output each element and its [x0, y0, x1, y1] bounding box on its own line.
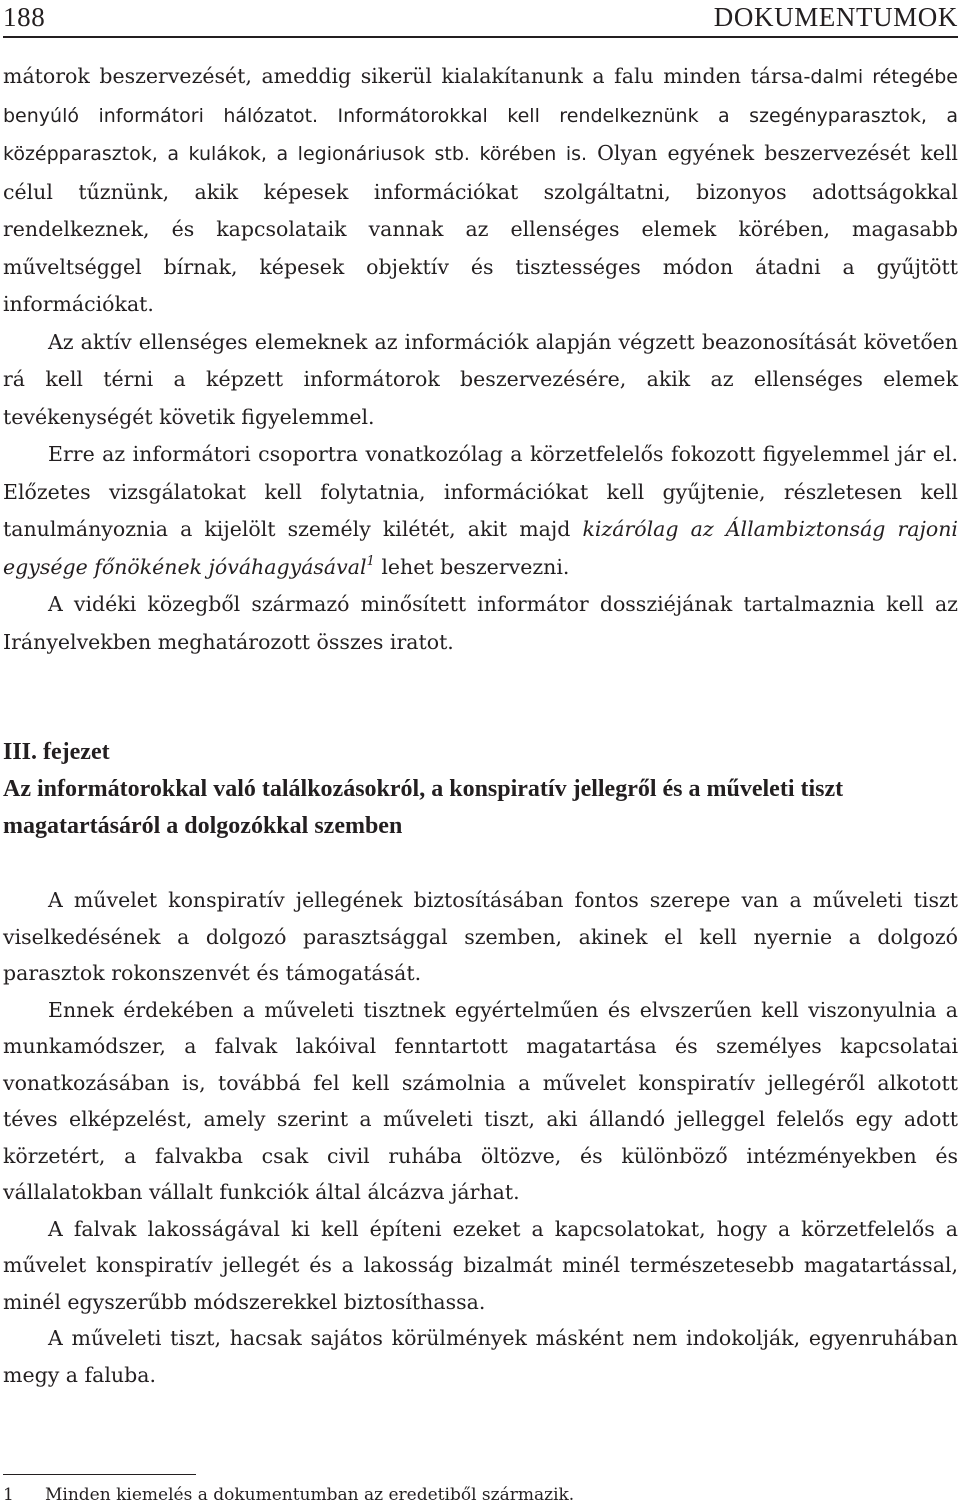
section-2-paragraph-4: A műveleti tiszt, hacsak sajátos körülmények másként nem indokolják, egyenruhában megy a faluba. [3, 1326, 958, 1387]
section-2-paragraph-2: Ennek érdekében a műveleti tisztnek egyértelműen és elvszerűen kell viszonyulnia a munkamódszer, a falvak lakóival fenntartott magatartása és személyes kapcsolatai vonatkozásában is, továbbá fel kell számolnia a művelet konspiratív jellegéről alkotott téves elképzelést, amely szerint a műveleti tiszt, aki állandó jelleggel felelős egy adott körzetért, a falvakba csak civil ruhába öltözve, és különböző intézményekben és vállalatokban vállalt funkciók által álcázva járhat. [3, 997, 958, 1204]
paragraph-1 [3, 58, 958, 324]
paragraph-1-serif-a: mátorok beszervezését, ameddig sikerül kialakítanunk a falu minden társa- [3, 64, 811, 88]
page-number: 188 [3, 2, 46, 32]
chapter-heading [3, 734, 958, 845]
document-page [3, 0, 958, 1510]
paragraph-3-text-a: Erre az informátori csoportra vonatkozólag a körzetfelelős fokozott figyelemmel jár el. Előzetes vizsgálatokat kell folytatnia, információkat kell gyűjtenie, részletesen kell tanulmányoznia a kijelölt személy kilétét, akit majd [3, 442, 958, 541]
footnote-text: Minden kiemelés a dokumentumban az eredetiből származik. [45, 1485, 575, 1505]
chapter-title: Az informátorokkal való találkozásokról, a konspiratív jellegről és a műveleti tiszt magatartásáról a dolgozókkal szemben [3, 776, 844, 839]
body-text-section-1 [3, 58, 958, 661]
paragraph-1-sans: dalmi rétegébe benyúló informátori hálózatot. Informátorokkal kell rendelkeznünk a szegényparasztok, a középparasztok, a kulákok, a legionáriusok stb. körében is. [3, 66, 958, 165]
running-header [3, 0, 958, 38]
section-2-paragraph-1: A művelet konspiratív jellegének biztosításában fontos szerepe van a műveleti tiszt viselkedésének a dolgozó parasztsággal szemben, akinek el kell nyernie a dolgozó parasztok rokonszenvét és támogatását. [3, 888, 958, 985]
chapter-number: III. fejezet [3, 739, 110, 765]
paragraph-3-text-b: lehet beszervezni. [381, 554, 570, 579]
body-text-section-2 [3, 882, 958, 1393]
footnote-reference: 1 [366, 553, 375, 569]
paragraph-3 [3, 436, 958, 586]
footnote-divider [3, 1474, 196, 1475]
paragraph-3-emphasis: kizárólag az Állambiztonság rajoni egysége főnökének jóváhagyásával [3, 517, 958, 579]
paragraph-1-serif-b: Olyan egyének beszervezését kell célul tűznünk, akik képesek információkat szolgáltatni, bizonyos adottságokkal rendelkeznek, és kapcsolataik vannak az ellenséges elemek körében, magasabb műveltséggel bírnak, képesek objektív és tisztességes módon átadni a gyűjtött információkat. [3, 141, 958, 316]
paragraph-2: Az aktív ellenséges elemeknek az információk alapján végzett beazonosítását követően rá kell térni a képzett informátorok beszervezésére, akik az ellenséges elemek tevékenységét követik figyelemmel. [3, 329, 958, 429]
running-title: DOKUMENTUMOK [713, 2, 958, 32]
footnote-number: 1 [3, 1485, 14, 1505]
section-2-paragraph-3: A falvak lakosságával ki kell építeni ezeket a kapcsolatokat, hogy a körzetfelelős a művelet konspiratív jellegét és a lakosság bizalmát minél természetesebb magatartással, minél egyszerűbb módszerekkel biztosíthassa. [3, 1216, 958, 1314]
footnote [3, 1483, 958, 1507]
paragraph-4: A vidéki közegből származó minősített informátor dossziéjának tartalmaznia kell az Irányelvekben meghatározott összes iratot. [3, 592, 958, 654]
